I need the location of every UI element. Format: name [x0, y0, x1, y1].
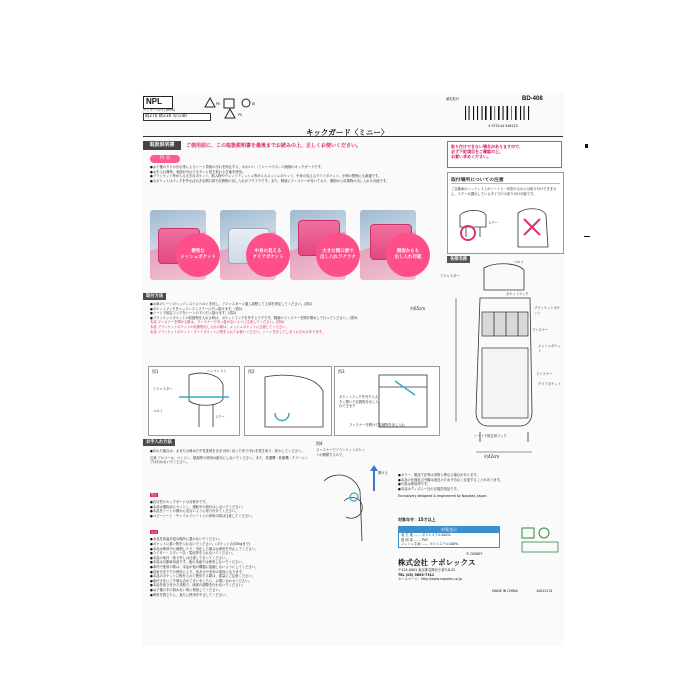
- barcode-bar: [465, 106, 466, 120]
- material-line: 透 明 部 …… PVC: [401, 537, 429, 542]
- material-heading: 材質表示: [399, 527, 499, 533]
- pkg-label-paper: 紙: [252, 102, 256, 106]
- barcode-bar: [495, 106, 496, 120]
- material-line: 表 生 地 …… ポリエステル100%: [401, 533, 451, 537]
- barcode-bar: [520, 106, 521, 120]
- height-dimension: 約65cm: [410, 306, 426, 311]
- stay-label: ステー: [488, 221, 498, 225]
- barcode-icon: [463, 106, 543, 120]
- npl-sub: パッケージ内寸(mm): [143, 108, 176, 112]
- part-label: メッシュポケット: [538, 344, 561, 353]
- spec-note: ●写真は使用例です。: [398, 482, 431, 487]
- warning-line: ●乳幼児のキックガードは対象外です。: [150, 500, 209, 504]
- spec-notes: [398, 473, 562, 499]
- crop-mark: [585, 144, 588, 148]
- feature-item: ●お子様のクツの汚れ等によるシート背面の汚れを防止する、かわいい〈ミニーマウス〉の柄柄のキックガードです。: [150, 165, 324, 169]
- figure-label: 図3: [338, 369, 345, 374]
- headrest-compat-icon: [448, 207, 563, 251]
- warning-line: ●異常を感じたら、直ちに使用を中止してください。: [150, 592, 229, 597]
- fig3-note: ファスナーを開けて収納物を出し入れ: [349, 423, 405, 427]
- warning-line: ●ライター・スプレー缶・電池等を入れないでください。: [150, 551, 236, 556]
- company-name: 株式会社 ナポレックス: [398, 558, 476, 567]
- part-label: ファスナー: [532, 328, 549, 332]
- install-step: 本品 ファスナーを開ける際は、ファスナーで引っ掛けないように注意してください。(図4): [150, 320, 285, 325]
- package-dims: 縦270 横230 厚み40: [143, 113, 211, 121]
- care-line: 注意 アルコール、ベンジン、熱湯等の使用は絶対にしないでください。また、洗濯機・乾燥機・クリーニングは行わないでください。: [150, 455, 309, 465]
- parts-diagram: [410, 260, 564, 472]
- mount-notice-panel: [447, 172, 564, 254]
- install-step: 本品 ブランケットポケット・クリアポケットに物を入れてお使いください。シートを汚してしまうおそれがあります。: [150, 329, 325, 334]
- install-step: ●ポケットフックをヘッドレストステーに引っ掛けます。(図1): [150, 306, 243, 311]
- recycle-symbols: [520, 526, 560, 556]
- warnings: [150, 481, 312, 597]
- barcode-bar: [507, 106, 509, 120]
- caption-large-opening: 大きな開口部で 出し入れラクラク: [316, 233, 360, 277]
- part-label: クリアポケット: [538, 382, 561, 386]
- care-heading: お手入れ方法: [143, 439, 175, 446]
- npl-label: NPL: [146, 97, 162, 106]
- material-line: メッシュ生地 …… ポリエステル100%: [401, 542, 459, 547]
- headrest-diagram-icon: [149, 367, 239, 435]
- width-dimension: 約42cm: [484, 454, 500, 459]
- barcode-bar: [511, 106, 512, 120]
- warning-line: ●本品は自動車用品です。他の用途では使用しないでください。: [150, 560, 245, 565]
- barcode-bar: [473, 106, 474, 120]
- company-tel: TEL (03) 3603-7311: [398, 572, 435, 577]
- care-line: ●汚れた場合は、水または薄めた中性洗剤を含ませ固く絞った布で汚れを拭き取り、乾かしてください。: [150, 449, 305, 453]
- figure-label: 図1: [152, 369, 159, 374]
- part-label: ベルト: [514, 260, 524, 264]
- figure-label: 図4: [316, 441, 323, 446]
- part-label: アジャスター: [440, 274, 460, 278]
- warning-line: ●本品の取付・取り外しは注意して行ってください。: [150, 555, 229, 560]
- pvc-mark-icon: [520, 526, 560, 556]
- barcode-bar: [482, 106, 483, 120]
- page-title: キックガード〈ミニー〉: [306, 128, 389, 137]
- install-step: 本品 ブランケットポケットの収納物出し入れの際は、メッシュポケットに注意してください。: [150, 324, 289, 329]
- warning-line: ●本品を高温多湿な場所に置かないでください。: [150, 537, 223, 542]
- company-block: [398, 557, 558, 582]
- warning-line: ●ベビーシート・チャイルドシートとの併用の際は注意してください。: [150, 513, 255, 518]
- figure-label: 図2: [248, 369, 255, 374]
- warning-line: ●お子様の手の届かない所に保管してください。: [150, 587, 223, 592]
- warning-line: ●本品のポケットに物を入れて使用する際は、重量にご注意ください。: [150, 574, 255, 579]
- barcode-bar: [498, 106, 500, 120]
- caution-badge: 注意: [151, 530, 158, 535]
- barcode-bar: [515, 106, 517, 120]
- caption-clear-pocket: 中身の見える クリアポケット: [246, 233, 290, 277]
- recycle-marks: [202, 96, 262, 120]
- fig1-note: ベルト: [153, 409, 163, 413]
- part-label: ファスナー: [536, 372, 553, 376]
- spec-note: ●本品はディズニー社の正規許諾品です。: [398, 486, 460, 491]
- parts-heading: 各部名称: [447, 256, 470, 263]
- fig3-note: ポケットフックを外すと大きく開いて収納物を出し入れできます: [339, 395, 379, 409]
- spec-note: ●カラー、製品寸法等は実物と異なる場合があります。: [398, 473, 480, 477]
- made-in: MADE IN CHINA: [492, 589, 518, 593]
- warning-line: ●直射日光下での使用により、色あせや変形の原因になります。: [150, 569, 245, 574]
- spec-note: ●本品の仕様及び外観は改良のため予告なく変更することがあります。: [398, 477, 503, 482]
- part-label: ブランケットポケット: [534, 306, 561, 315]
- lot-number: 10012131: [536, 589, 553, 593]
- seat-hook-diagram-icon: [245, 367, 331, 435]
- mount-notice-body: ご自動車のヘッドレストがシートと一体型のものには取り付けできません。ステーが露出しているタイプのみ取り付け可能です。: [451, 187, 557, 196]
- caption-mesh-pocket: 便利な メッシュポケット: [176, 233, 220, 277]
- figure-2: [244, 366, 332, 436]
- credit-line: Exclusively designed & engineered by Napolex, Japan: [398, 494, 487, 499]
- manual-heading: 取扱説明書: [143, 141, 181, 150]
- fig4-note: 開ける: [378, 471, 388, 475]
- barcode-bar: [485, 106, 487, 120]
- barcode-bar: [524, 106, 525, 120]
- material-box: [398, 526, 500, 548]
- figure-3: [334, 366, 440, 436]
- warning-badge: 警告: [151, 493, 158, 497]
- age-target: 対象年令：15才以上: [398, 517, 436, 522]
- barcode-bar: [469, 106, 470, 120]
- price-tag-label: 値札貼付: [446, 97, 460, 101]
- company-address: 〒124-0001 東京都葛飾区小菅3-8-22: [398, 568, 456, 572]
- recycle-mark-icon: [202, 96, 262, 120]
- mount-notice-heading: 取付場所についての注意: [451, 176, 560, 184]
- pkg-label-pe: PE: [216, 102, 221, 106]
- pkg-label-ps: PS: [238, 113, 243, 117]
- barcode-bar: [528, 106, 529, 120]
- barcode: [463, 105, 543, 128]
- barcode-bar: [490, 106, 492, 120]
- fig1-note: アジャスター: [153, 387, 173, 391]
- figure-1: [148, 366, 240, 436]
- care-text: [150, 449, 310, 465]
- crop-mark: [584, 236, 590, 237]
- mount-warning-box: [447, 141, 562, 168]
- manual-intro: ご使用前に、この取扱説明書を最後までお読みの上、正しくお使いください。: [186, 143, 362, 149]
- zipper-hand-diagram-icon: [314, 441, 398, 551]
- mount-warning-line: 取り付けできない場合がありますので、: [451, 144, 523, 149]
- install-step: ●お車のシートのヘッドレストにベルトを回し、アジャスターに通し調整して上部を固定してください。(図1): [150, 302, 313, 306]
- warning-line: ●本品は運転前にセットし、運転中の取付はしないでください。: [150, 504, 246, 509]
- warning-line: ●ポケットに重い物を入れないでください。(ポケット合計2kgまで): [150, 541, 251, 546]
- fig1-note: ヘッドレスト: [207, 369, 227, 373]
- install-step: ●シート下固定フックをシートの下に引っ掛けます。(図2): [150, 311, 237, 316]
- warning-line: ●取付方法にご不明な点がございましたら、お問い合わせください。: [150, 578, 252, 583]
- model-number: BD-408: [522, 96, 543, 102]
- company-web: ホームページ：http://www.napolex.co.jp: [398, 577, 462, 582]
- feature-item: ●お手入れ簡単。表面が汚れてもサッと拭き取れる生地を使用。: [150, 169, 246, 174]
- install-steps: [150, 302, 440, 334]
- barcode-number: 4 975144 546225: [488, 124, 518, 128]
- install-step: ●ブランケットポケットの収納物を入れる時は、ポケットフックを外すとラクです。側面のファスナーを開け閉めして行ってください。(図3): [150, 315, 358, 320]
- part-label: シート下固定用フック: [474, 434, 507, 438]
- disney-copyright: © DISNEY: [466, 552, 483, 556]
- barcode-bar: [503, 106, 504, 120]
- features-heading: 特 長: [150, 155, 180, 163]
- feature-item: ●ブランケット等が入る大きなポケット、飲み物やウェットティッシュ等が入るメッシュポケット、中身の見えるクリアポケット、小物の整理にも最適です。: [150, 174, 382, 179]
- warning-line: ●本品をシートの横から出ないように取り付けてください。: [150, 509, 239, 514]
- part-label: ポケットフック: [506, 292, 529, 296]
- warning-line: ●本品は使用中に破損したり、劣化した場合は使用を中止してください。: [150, 546, 259, 551]
- figure-4: [314, 441, 398, 551]
- fig1-note: ステー: [215, 415, 225, 419]
- caption-side-zipper: 側面からも 出し入れ可能: [386, 233, 430, 277]
- warning-line: ●車内で使用の際は、本品が他の機器に接触しないようにしてください。: [150, 564, 259, 569]
- mount-warning-line: 必ず下記項目をご確認の上、: [451, 149, 503, 154]
- mount-warning-line: お買い求めください。: [451, 154, 491, 159]
- title-rule: [143, 136, 563, 137]
- features-list: [150, 165, 432, 183]
- fig4-note: ファスナーでブランケットポケットが開閉するので、: [316, 448, 365, 457]
- kick-guard-diagram-icon: [440, 262, 564, 472]
- install-heading: 取付方法: [143, 293, 166, 300]
- feature-item: ●大ポケットはフックを外せば大きな開口部で収納物の出し入れがラクラクです。また、側面にファスナーが付いており、側面から収納物の出し入れも可能です。: [150, 178, 390, 183]
- barcode-bar: [477, 106, 478, 120]
- warning-line: ●本品を取り付けた状態で、座席の調整を行わないでください。: [150, 583, 246, 588]
